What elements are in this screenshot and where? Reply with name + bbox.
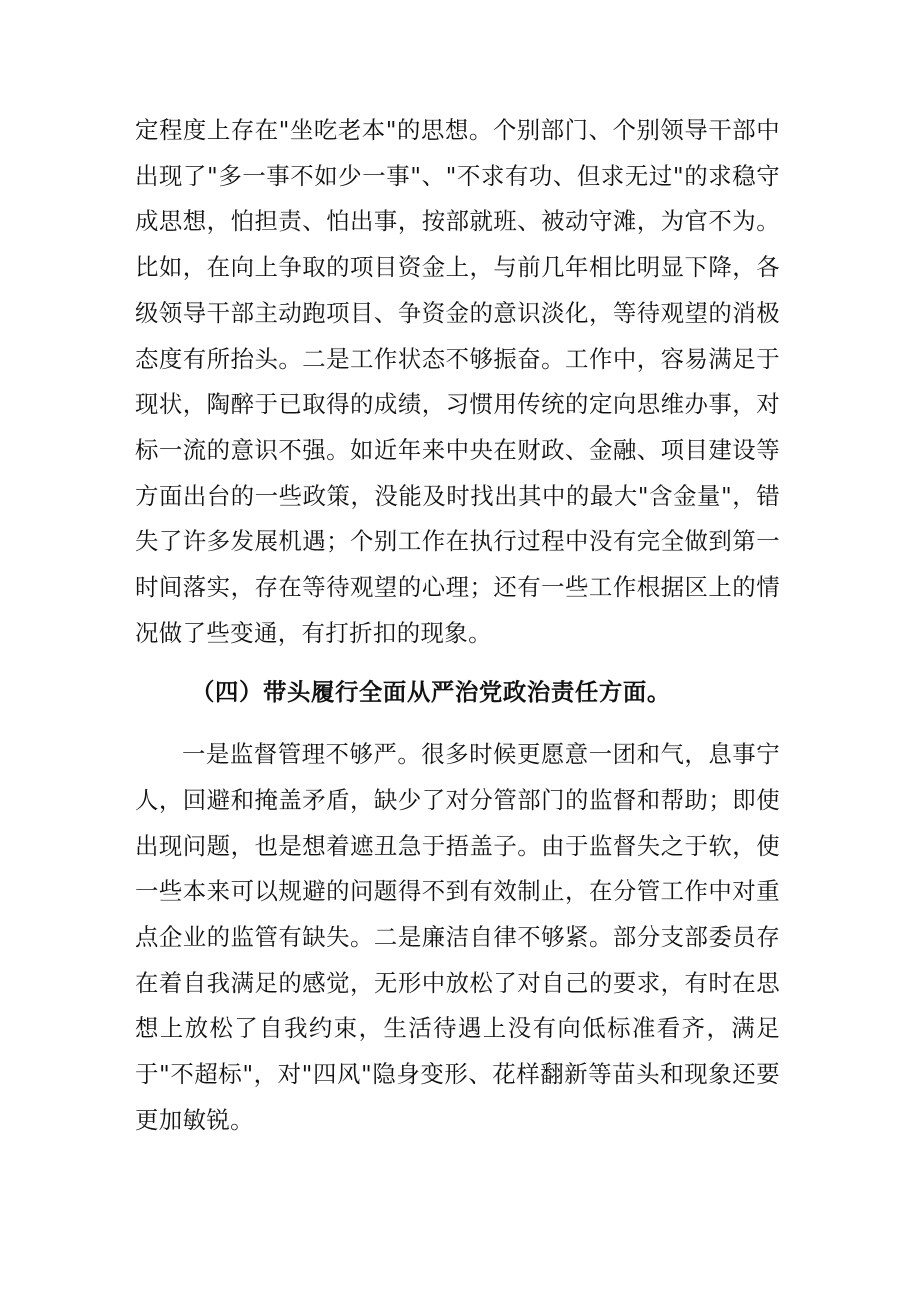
paragraph-work-attitude: 定程度上存在"坐吃老本"的思想。个别部门、个别领导干部中出现了"多一事不如少一事"、"不求有功、但求无过"的求稳守成思想，怕担责、怕出事，按部就班、被动守滩，为官不为。比如，在向上争取的项目资金上，与前几年相比明显下降，各级领导干部主动跑项目、争资金的意识淡化，等待观望的消极态度有所抬头。二是工作状态不够振奋。工作中，容易满足于现状，陶醉于已取得的成绩，习惯用传统的定向思维办事，对标一流的意识不强。如近年来中央在财政、金融、项目建设等方面出台的一些政策，没能及时找出其中的最大"含金量"，错失了许多发展机遇；个别工作在执行过程中没有完全做到第一时间落实，存在等待观望的心理；还有一些工作根据区上的情况做了些变通，有打折扣的现象。 — [135, 116, 780, 647]
document-body — [135, 108, 780, 1143]
paragraph-supervision: 一是监督管理不够严。很多时候更愿意一团和气，息事宁人，回避和掩盖矛盾，缺少了对分管部门的监督和帮助；即使出现问题，也是想着遮丑急于捂盖子。由于监督失之于软，使一些本来可以规避的问题得不到有效制止，在分管工作中对重点企业的监管有缺失。二是廉洁自律不够紧。部分支部委员存在着自我满足的感觉，无形中放松了对自己的要求，有时在思想上放松了自我约束，生活待遇上没有向低标准看齐，满足于"不超标"，对"四风"隐身变形、花样翻新等苗头和现象还要更加敏锐。 — [135, 740, 780, 1134]
section-heading-four: （四）带头履行全面从严治党政治责任方面。 — [191, 678, 671, 707]
